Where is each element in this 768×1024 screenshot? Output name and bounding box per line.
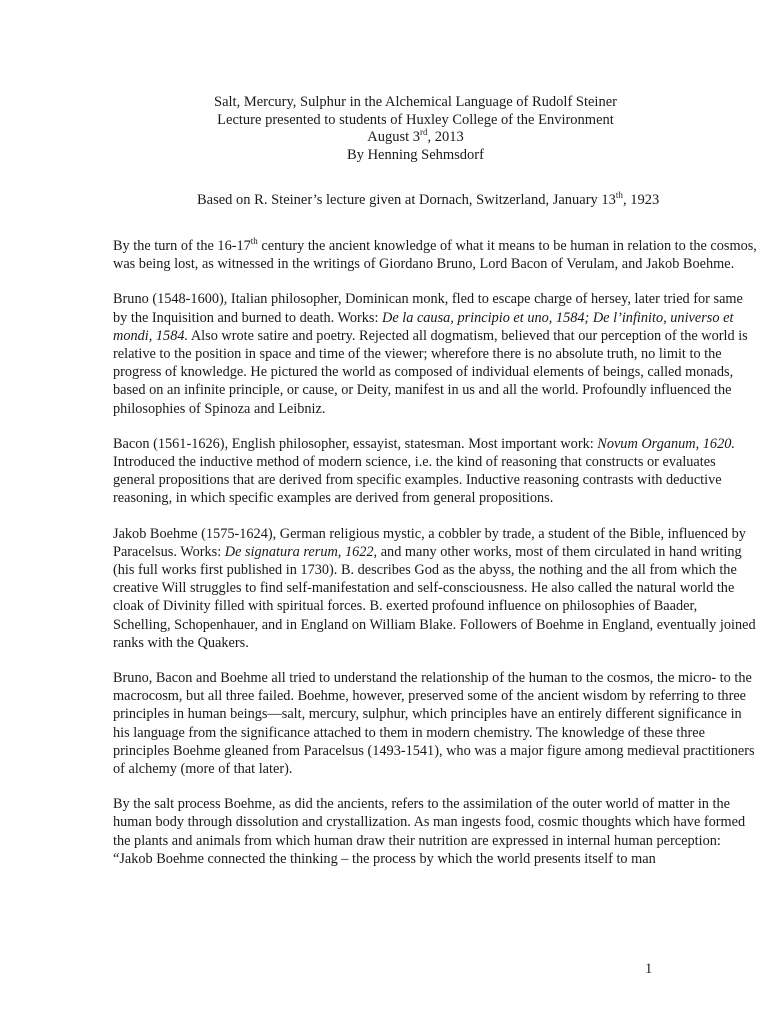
paragraph-bacon: Bacon (1561-1626), English philosopher, essayist, statesman. Most important work: Novum Organum, 1620. Introduced the inductive method of modern science, i.e. the kind of reasoning that constructs or evaluates general propositions that are derived from specific examples. Inductive reasoning contrasts with deductive reasoning, in which specific examples are derived from general propositions.	[113, 435, 735, 507]
paragraph-boehme: Jakob Boehme (1575-1624), German religious mystic, a cobbler by trade, a student of the Bible, influenced by Paracelsus. Works: De signatura rerum, 1622, and many other works, most of them circulated in hand writing (his full works first published in 1730). B. describes God as the abyss, the nothing and the all from which the creative Will struggles to find self-manifestation and self-consciousness. He also called the natural world the cloak of Divinity filled with spiritual forces. B. exerted profound influence on philosophies of Baader, Schelling, Schopenhauer, and in England on William Blake. Followers of Boehme in England, eventually joined ranks with the Quakers.	[113, 525, 756, 651]
title-block	[103, 94, 728, 164]
paragraph-bruno: Bruno (1548-1600), Italian philosopher, Dominican monk, fled to escape charge of hersey, later tried for same by the Inquisition and burned to death. Works: De la causa, principio et uno, 1584; De l’infinito, universo et mondi, 1584. Also wrote satire and poetry. Rejected all dogmatism, believed that our perception of the world is relative to the position in space and time of the viewer; wherefore there is no absolute truth, no limit to the progress of knowledge. He pictured the world as composed of individual elements of beings, called monads, based on an infinite principle, or cause, or Deity, manifest in us and all the world. Profoundly influenced the philosophies of Spinoza and Leibniz.	[113, 291, 748, 417]
paragraph-salt-process: By the salt process Boehme, as did the ancients, refers to the assimilation of the outer world of matter in the human body through dissolution and crystallization. As man ingests food, cosmic thoughts which have formed the plants and animals from which human draw their nutrition are expressed in internal human perception: “Jakob Boehme connected the thinking – the process by which the world presents itself to man	[113, 796, 746, 867]
document-date: August 3rd, 2013	[367, 127, 464, 145]
paragraph-intro: By the turn of the 16-17th century the ancient knowledge of what it means to be human in relation to the cosmos, was being lost, as witnessed in the writings of Giordano Bruno, Lord Bacon of Verulam, and Jakob Boehme.	[113, 236, 757, 273]
page-number: 1	[645, 961, 653, 977]
body-text	[113, 237, 758, 868]
document-author: By Henning Sehmsdorf	[347, 146, 484, 163]
paragraph-three-failed: Bruno, Bacon and Boehme all tried to understand the relationship of the human to the cosmos, the micro- to the macrocosm, but all three failed. Boehme, however, preserved some of the ancient wisdom by referring to three principles in human beings—salt, mercury, sulphur, which principles have an entirely different significance in his language from the significance attached to them in modern chemistry. The knowledge of these three principles Boehme gleaned from Paracelsus (1493-1541), who was a major figure among medieval practitioners of alchemy (more of that later).	[113, 670, 755, 778]
document-subtitle: Lecture presented to students of Huxley College of the Environment	[217, 111, 614, 128]
document-title: Salt, Mercury, Sulphur in the Alchemical Language of Rudolf Steiner	[214, 94, 617, 110]
based-on-line: Based on R. Steiner’s lecture given at Dornach, Switzerland, January 13th, 1923	[197, 190, 660, 208]
